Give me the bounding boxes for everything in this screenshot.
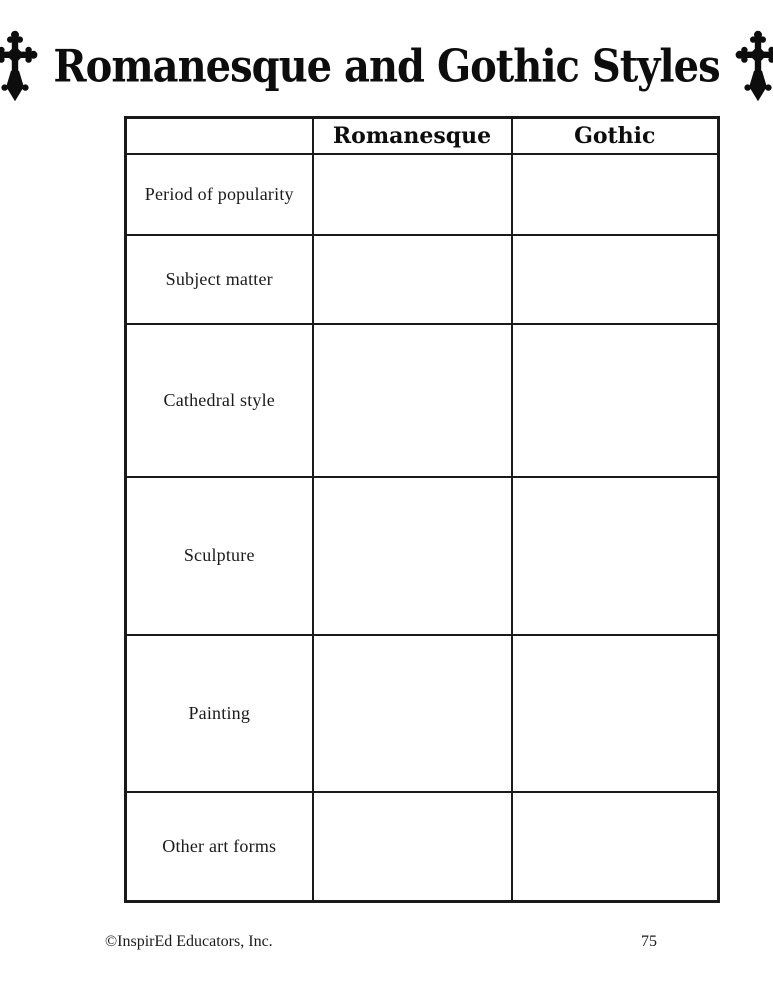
answer-cell-gothic <box>512 154 719 235</box>
copyright-text: ©InspirEd Educators, Inc. <box>105 933 273 950</box>
answer-cell-romanesque <box>313 235 512 324</box>
answer-cell-gothic <box>512 235 719 324</box>
answer-cell-gothic <box>512 477 719 635</box>
page-footer <box>105 933 657 951</box>
row-label-cathedral-style: Cathedral style <box>126 324 313 477</box>
row-label-period-of-popularity: Period of popularity <box>126 154 313 235</box>
title-banner <box>0 26 773 106</box>
row-label-painting: Painting <box>126 635 313 792</box>
budded-cross-icon <box>0 26 39 106</box>
row-label-other-art-forms: Other art forms <box>126 792 313 902</box>
answer-cell-gothic <box>512 792 719 902</box>
table-row <box>126 792 719 902</box>
table-row <box>126 154 719 235</box>
header-blank <box>126 118 313 154</box>
table-header-row <box>126 118 719 154</box>
answer-cell-gothic <box>512 324 719 477</box>
answer-cell-gothic <box>512 635 719 792</box>
page-number: 75 <box>641 933 657 950</box>
table-row <box>126 477 719 635</box>
table-row <box>126 635 719 792</box>
row-label-subject-matter: Subject matter <box>126 235 313 324</box>
row-label-sculpture: Sculpture <box>126 477 313 635</box>
answer-cell-romanesque <box>313 792 512 902</box>
budded-cross-icon <box>734 26 773 106</box>
answer-cell-romanesque <box>313 324 512 477</box>
header-romanesque: Romanesque <box>313 118 512 154</box>
answer-cell-romanesque <box>313 477 512 635</box>
header-gothic: Gothic <box>512 118 719 154</box>
answer-cell-romanesque <box>313 154 512 235</box>
table-row <box>126 324 719 477</box>
comparison-table <box>124 116 720 903</box>
table-row <box>126 235 719 324</box>
page-title: Romanesque and Gothic Styles <box>53 39 720 93</box>
answer-cell-romanesque <box>313 635 512 792</box>
